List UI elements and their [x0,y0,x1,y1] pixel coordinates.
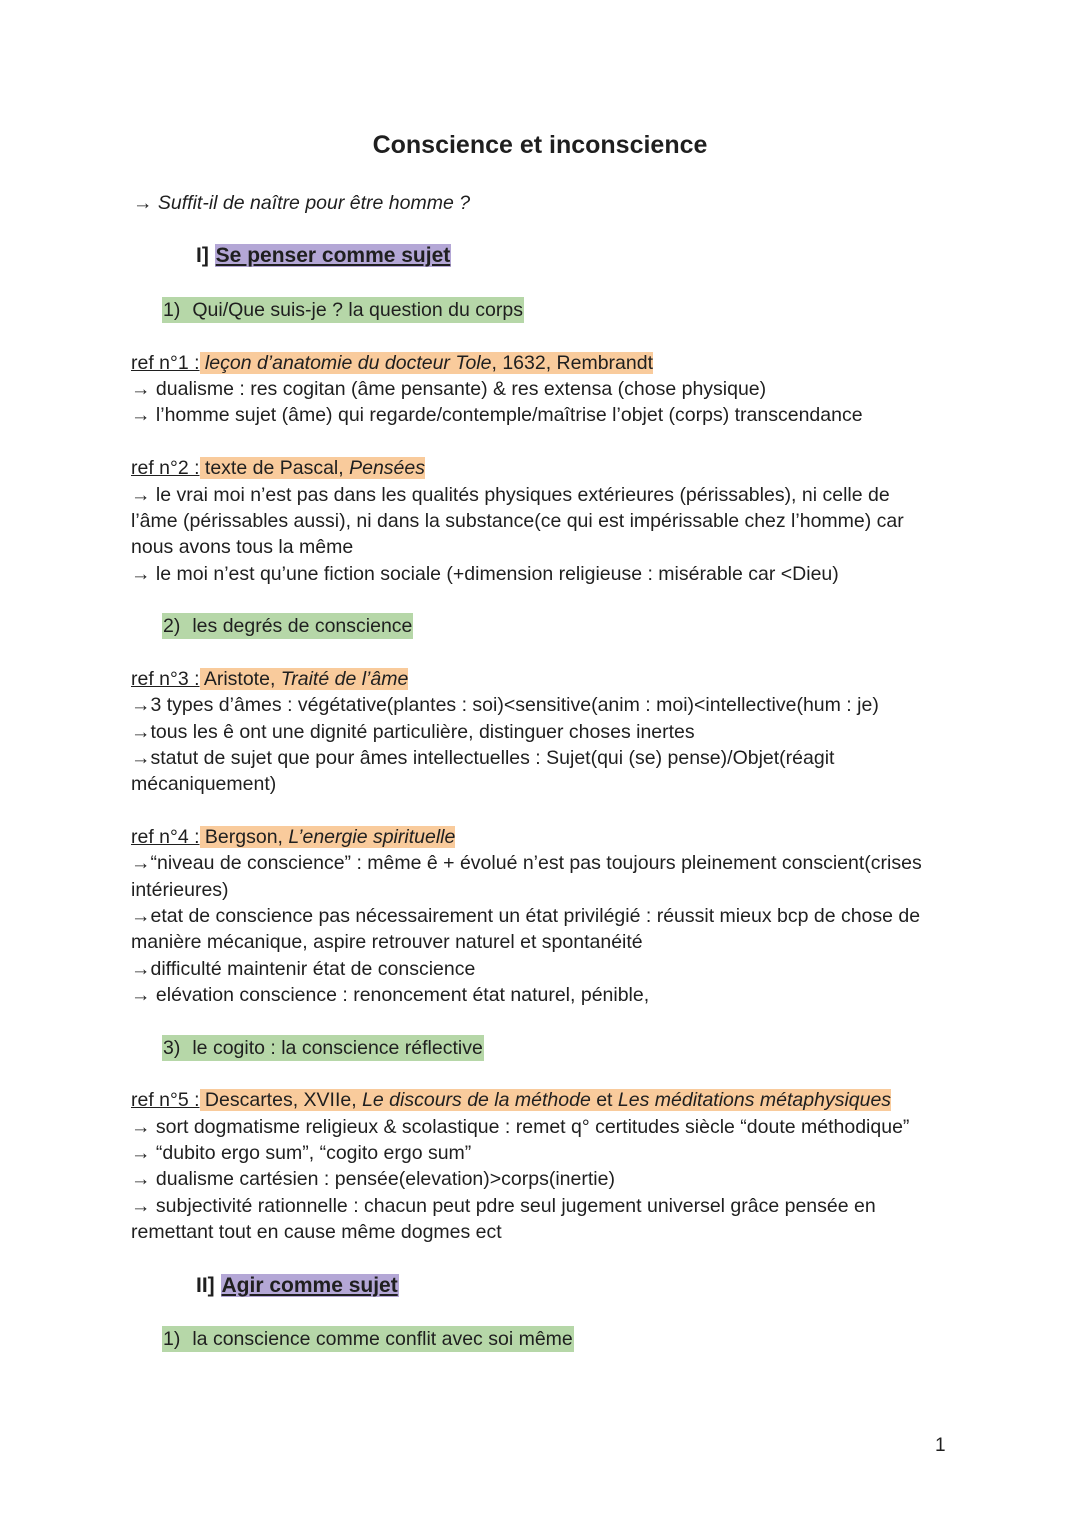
reference-source [200,352,654,374]
note-line: nous avons tous la même [131,536,354,558]
note-line: →“niveau de conscience” : même ê + évolué n’est pas toujours pleinement conscient(crises [131,852,922,874]
reference-author: Aristote, [199,668,281,690]
guiding-question: → Suffit-il de naître pour être homme ? [133,192,471,214]
note-line: → dualisme cartésien : pensée(elevation)>corps(inertie) [131,1168,615,1190]
note-line: → sort dogmatisme religieux & scolastique : remet q° certitudes siècle “doute méthodique” [131,1116,910,1138]
part-number: I] [196,244,209,267]
note-line: l’âme (périssables aussi), ni dans la substance(ce qui est impérissable chez l’homme) car [131,510,904,532]
part-heading-2 [196,1272,399,1300]
page-number: 1 [935,1435,946,1456]
section-title: les degrés de conscience [192,615,413,637]
reference-label: ref n°4 : [131,826,200,848]
reference-source [200,826,456,848]
section-heading-1 [162,297,524,323]
reference-2 [131,455,425,481]
note-line: → subjectivité rationnelle : chacun peut pdre seul jugement universel grâce pensée en [131,1195,876,1217]
page-title: Conscience et inconscience [372,131,708,159]
reference-work: Pensées [349,457,425,479]
reference-4 [131,824,455,850]
section-heading-3 [162,1035,484,1061]
reference-work-2: Les méditations métaphysiques [617,1089,892,1111]
note-line: → “dubito ergo sum”, “cogito ergo sum” [131,1142,472,1164]
note-line: → dualisme : res cogitan (âme pensante) & res extensa (chose physique) [131,378,767,400]
section-heading-2 [162,613,413,639]
note-line: manière mécanique, aspire retrouver naturel et spontanéité [131,931,643,953]
section-number: 3) [163,1037,181,1059]
note-line: intérieures) [131,879,229,901]
note-line: →3 types d’âmes : végétative(plantes : soi)<sensitive(anim : moi)<intellective(hum : je) [131,694,879,716]
part-title: Agir comme sujet [221,1274,398,1297]
note-line: mécaniquement) [131,773,277,795]
reference-label: ref n°1 : [131,352,200,374]
reference-source [200,1089,892,1111]
section-number: 1) [163,299,181,321]
part-heading-1 [196,242,451,270]
reference-3 [131,666,408,692]
part-number: II] [196,1274,215,1297]
reference-work: leçon d’anatomie du docteur Tole [204,352,492,374]
reference-author: Descartes, XVIIe, [199,1089,363,1111]
reference-work-1: Le discours de la méthode [362,1089,591,1111]
note-line: →tous les ê ont une dignité particulière, distinguer choses inertes [131,721,695,743]
note-line: → l’homme sujet (âme) qui regarde/contemple/maîtrise l’objet (corps) transcendance [131,404,863,426]
section-heading-4 [162,1326,574,1352]
reference-label: ref n°3 : [131,668,200,690]
reference-label: ref n°2 : [131,457,200,479]
note-line: → le moi n’est qu’une fiction sociale (+dimension religieuse : misérable car <Dieu) [131,563,839,585]
note-line: →statut de sujet que pour âmes intellectuelles : Sujet(qui (se) pense)/Objet(réagit [131,747,835,769]
note-line: →difficulté maintenir état de conscience [131,958,476,980]
section-number: 2) [163,615,181,637]
reference-source [200,668,409,690]
reference-label: ref n°5 : [131,1089,200,1111]
reference-work: L’energie spirituelle [288,826,456,848]
section-title: le cogito : la conscience réflective [192,1037,483,1059]
reference-author: texte de Pascal, [199,457,350,479]
reference-work: Traité de l’âme [280,668,409,690]
reference-1 [131,350,653,376]
reference-conjunction: et [590,1089,618,1111]
note-line: → le vrai moi n’est pas dans les qualités physiques extérieures (périssables), ni celle de [131,484,890,506]
reference-details: , 1632, Rembrandt [491,352,653,374]
section-title: Qui/Que suis-je ? la question du corps [192,299,523,321]
section-title: la conscience comme conflit avec soi même [192,1328,573,1350]
part-title: Se penser comme sujet [215,244,451,267]
reference-source [200,457,425,479]
note-line: → elévation conscience : renoncement état naturel, pénible, [131,984,650,1006]
reference-5 [131,1087,891,1113]
note-line: →etat de conscience pas nécessairement un état privilégié : réussit mieux bcp de chose de [131,905,921,927]
reference-author: Bergson, [199,826,289,848]
note-line: remettant tout en cause même dogmes ect [131,1221,502,1243]
section-number: 1) [163,1328,181,1350]
